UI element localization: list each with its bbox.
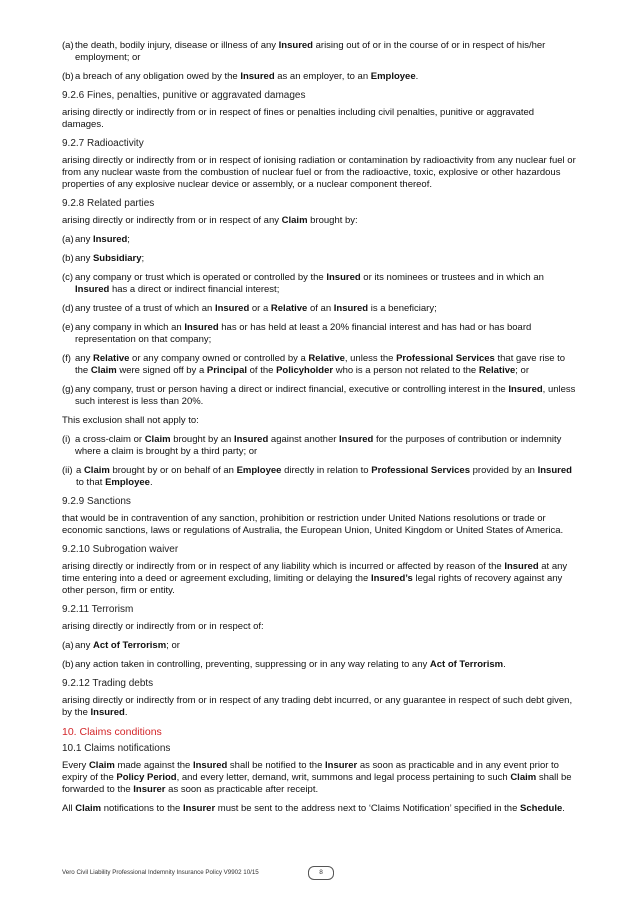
page-number: 8 xyxy=(308,866,334,880)
paragraph xyxy=(62,695,576,719)
list-item xyxy=(62,659,576,671)
list-item xyxy=(62,272,576,296)
text-run: against another xyxy=(268,434,340,445)
defined-term: Relative xyxy=(92,353,130,364)
defined-term: Claim xyxy=(144,434,171,445)
text-run: any xyxy=(75,234,93,245)
text-run: brought by or on behalf of an xyxy=(109,465,237,476)
text-run: were signed off by a xyxy=(116,365,207,376)
clause-heading: 9.2.11 Terrorism xyxy=(62,604,134,615)
defined-term: Insured xyxy=(192,760,228,771)
list-item xyxy=(62,71,576,83)
defined-term: Insured xyxy=(92,234,128,245)
list-item-label: (f) xyxy=(62,353,71,364)
text-run: or its nominees or trustees and in which an xyxy=(360,272,544,283)
clause-heading: 10.1 Claims notifications xyxy=(62,743,171,754)
text-run: All xyxy=(62,803,76,814)
defined-term: Insured xyxy=(339,434,374,445)
text-run: to that xyxy=(76,477,106,488)
text-run: . xyxy=(503,659,506,670)
section-heading: 10. Claims conditions xyxy=(62,726,162,738)
defined-term: Professional Services xyxy=(371,465,470,476)
defined-term: Insurer xyxy=(133,784,166,795)
clause-heading: 9.2.6 Fines, penalties, punitive or aggravated damages xyxy=(62,90,306,101)
paragraph xyxy=(62,155,576,191)
defined-term: Insured xyxy=(333,303,369,314)
paragraph xyxy=(62,415,576,427)
list-item-label: (ii) xyxy=(62,465,73,476)
list-item-label: (e) xyxy=(62,322,74,333)
list-item xyxy=(62,384,576,408)
defined-term: Insurer xyxy=(325,760,358,771)
defined-term: Policy Period xyxy=(116,772,177,783)
text-run: , and every letter, demand, writ, summons and legal process pertaining to such xyxy=(176,772,511,783)
list-item-label: (a) xyxy=(62,640,74,651)
clause-heading: 9.2.8 Related parties xyxy=(62,198,155,209)
defined-term: Policyholder xyxy=(276,365,334,376)
defined-term: Professional Services xyxy=(396,353,495,364)
defined-term: Act of Terrorism xyxy=(429,659,504,670)
text-run: any company or trust which is operated or controlled by the xyxy=(75,272,327,283)
text-run: of an xyxy=(307,303,334,314)
text-run: any trustee of a trust of which an xyxy=(75,303,215,314)
document-body xyxy=(62,40,576,822)
defined-term: Claim xyxy=(75,803,102,814)
defined-term: Relative xyxy=(270,303,308,314)
list-item xyxy=(62,640,576,652)
defined-term: Insured’s xyxy=(370,573,413,584)
text-run: . xyxy=(562,803,565,814)
text-run: . xyxy=(124,707,128,718)
list-item-label: (c) xyxy=(62,272,74,283)
text-run: any action taken in controlling, preventing, suppressing or in any way relating to any xyxy=(75,659,430,670)
text-run: shall be forwarded to the xyxy=(62,772,572,795)
text-run: has a direct or indirect financial interest; xyxy=(109,284,280,295)
text-run: must be sent to the address next to ‘Claims Notification’ specified in the xyxy=(215,803,521,814)
clause-heading: 9.2.9 Sanctions xyxy=(62,496,131,507)
text-run: directly in relation to xyxy=(281,465,372,476)
text-run: that gave rise to the xyxy=(75,353,566,376)
list-item-label: (b) xyxy=(62,71,74,82)
text-run: ; xyxy=(141,253,145,264)
paragraph xyxy=(62,513,576,537)
defined-term: Relative xyxy=(478,365,516,376)
defined-term: Claim xyxy=(88,760,115,771)
list-item-label: (i) xyxy=(62,434,71,445)
text-run: , unless the xyxy=(344,353,397,364)
text-run: brought by: xyxy=(307,215,358,226)
defined-term: Insured xyxy=(278,40,313,51)
paragraph xyxy=(62,215,576,227)
text-run: ; or xyxy=(515,365,530,376)
text-run: arising directly or indirectly from or in respect of fines or penalties including civil penalties, punitive or aggravated damages. xyxy=(62,107,535,130)
text-run: or any company owned or controlled by a xyxy=(129,353,309,364)
text-run: notifications to the xyxy=(101,803,183,814)
paragraph xyxy=(62,621,576,633)
text-run: legal rights of recovery against any other person, firm or entity. xyxy=(62,573,563,596)
defined-term: Insured xyxy=(184,322,219,333)
defined-term: Insured xyxy=(90,707,125,718)
text-run: any xyxy=(75,640,93,651)
defined-term: Insured xyxy=(326,272,361,283)
text-run: brought by an xyxy=(170,434,234,445)
defined-term: Insurer xyxy=(182,803,216,814)
defined-term: Insured xyxy=(537,465,572,476)
defined-term: Principal xyxy=(206,365,247,376)
defined-term: Insured xyxy=(233,434,269,445)
defined-term: Subsidiary xyxy=(92,253,142,264)
list-item xyxy=(62,322,576,346)
text-run: . xyxy=(415,71,419,82)
text-run: or a xyxy=(249,303,271,314)
text-run: any company in which an xyxy=(75,322,185,333)
list-item xyxy=(62,253,576,265)
text-run: as soon as practicable after receipt. xyxy=(165,784,319,795)
defined-term: Insured xyxy=(75,284,110,295)
clause-heading: 9.2.10 Subrogation waiver xyxy=(62,544,179,555)
defined-term: Relative xyxy=(308,353,345,364)
defined-term: Claim xyxy=(510,772,537,783)
footer-document-title: Vero Civil Liability Professional Indemnity Insurance Policy V9902 10/15 xyxy=(62,869,259,876)
list-item xyxy=(62,234,576,246)
text-run: any xyxy=(75,353,93,364)
list-item xyxy=(62,434,576,458)
clause-heading: 9.2.7 Radioactivity xyxy=(62,138,144,149)
defined-term: Claim xyxy=(90,365,117,376)
text-run: arising directly or indirectly from or in respect of any trading debt incurred, or any guarantee in respect of such debt given, by the xyxy=(62,695,573,718)
text-run: arising directly or indirectly from or in respect of any liability which is incurred or affected by reason of the xyxy=(62,561,505,572)
text-run: shall be notified to the xyxy=(227,760,326,771)
defined-term: Schedule xyxy=(520,803,563,814)
defined-term: Insured xyxy=(214,303,250,314)
paragraph xyxy=(62,803,576,815)
text-run: any company, trust or person having a direct or indirect financial, executive or controlling interest in the xyxy=(75,384,509,395)
text-run: arising directly or indirectly from or in respect of ionising radiation or contamination by radioactivity from any nuclear fuel or from any nuclear waste from the combustion of nuclear fuel or from the radioactive, toxic, explosive or other hazardous properties of any explosive nuclear device or assembly, or a nuclear component thereof. xyxy=(62,155,576,190)
text-run: ; or xyxy=(166,640,180,651)
text-run: a xyxy=(76,465,84,476)
list-item-label: (b) xyxy=(62,253,74,264)
text-run: as an employer, to an xyxy=(274,71,371,82)
defined-term: Insured xyxy=(240,71,275,82)
defined-term: Insured xyxy=(508,384,543,395)
text-run: has or has held at least a 20% financial interest and has had or has board representation on that company; xyxy=(75,322,532,345)
text-run: as soon as practicable and in any event prior to expiry of the xyxy=(62,760,559,783)
list-item xyxy=(62,303,576,315)
defined-term: Claim xyxy=(281,215,308,226)
text-run: provided by an xyxy=(469,465,538,476)
list-item-label: (a) xyxy=(62,40,74,51)
text-run: that would be in contravention of any sanction, prohibition or restriction under United Nations resolutions or trade or economic sanctions, laws or regulations of Australia, the European Union, United Kingdom or United States of America. xyxy=(62,513,564,536)
text-run: made against the xyxy=(114,760,193,771)
page-footer xyxy=(62,866,582,880)
text-run: a breach of any obligation owed by the xyxy=(75,71,241,82)
text-run: a cross-claim or xyxy=(75,434,145,445)
text-run: , unless such interest is less than 20%. xyxy=(75,384,576,407)
defined-term: Claim xyxy=(83,465,110,476)
defined-term: Insured xyxy=(504,561,539,572)
defined-term: Employee xyxy=(370,71,416,82)
text-run: arising out of or in the course of or in respect of his/her employment; or xyxy=(75,40,546,63)
list-item-label: (b) xyxy=(62,659,74,670)
defined-term: Employee xyxy=(105,477,150,488)
list-item-label: (d) xyxy=(62,303,74,314)
text-run: Every xyxy=(62,760,89,771)
text-run: at any time entering into a deed or agreement excluding, limiting or delaying the xyxy=(62,561,568,584)
text-run: . xyxy=(149,477,153,488)
text-run: ; xyxy=(127,234,130,245)
text-run: This exclusion shall not apply to: xyxy=(62,415,199,426)
list-item xyxy=(62,353,576,377)
clause-heading: 9.2.12 Trading debts xyxy=(62,678,154,689)
paragraph xyxy=(62,107,576,131)
text-run: of the xyxy=(247,365,277,376)
paragraph xyxy=(62,760,576,796)
list-item-label: (a) xyxy=(62,234,74,245)
text-run: is a beneficiary; xyxy=(368,303,437,314)
text-run: arising directly or indirectly from or in respect of: xyxy=(62,621,264,632)
text-run: any xyxy=(75,253,93,264)
defined-term: Act of Terrorism xyxy=(92,640,167,651)
paragraph xyxy=(62,561,576,597)
list-item-label: (g) xyxy=(62,384,74,395)
list-item xyxy=(62,40,576,64)
text-run: the death, bodily injury, disease or illness of any xyxy=(75,40,279,51)
text-run: who is a person not related to the xyxy=(333,365,479,376)
defined-term: Employee xyxy=(236,465,282,476)
text-run: arising directly or indirectly from or in respect of any xyxy=(62,215,282,226)
list-item xyxy=(62,465,576,489)
text-run: for the purposes of contribution or indemnity where a claim is brought by a third party; or xyxy=(75,434,562,457)
